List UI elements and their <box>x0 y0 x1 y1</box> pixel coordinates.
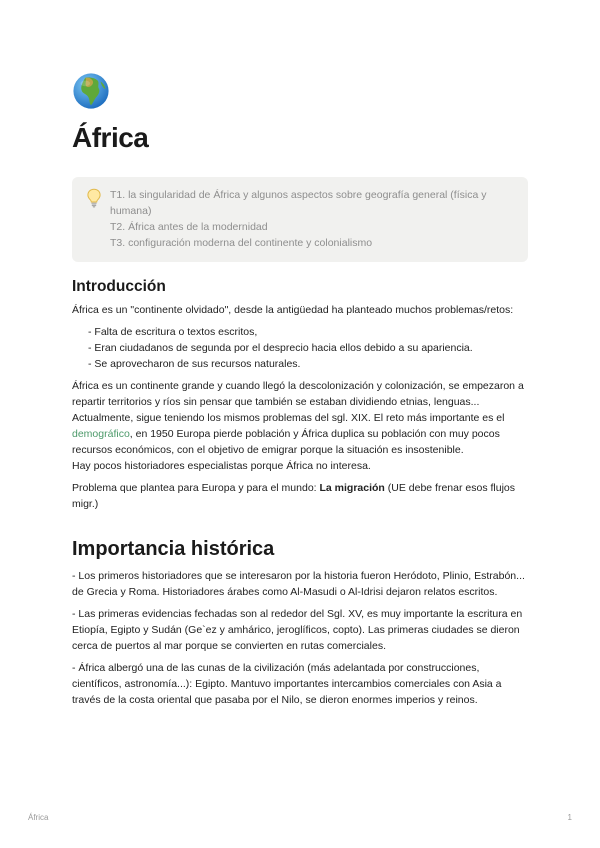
list-item: - Eran ciudadanos de segunda por el desprecio hacia ellos debido a su apariencia. <box>88 340 528 356</box>
footer-page-number: 1 <box>567 813 572 822</box>
intro-p4-text-b: (UE debe frenar esos flujos migr.) <box>72 482 516 510</box>
callout-list <box>110 187 516 251</box>
demografico-link[interactable]: demográfico <box>72 428 130 440</box>
intro-p2-text-a: África es un continente grande y cuando llegó la descolonización y colonización, se empezaron a repartir territorios y ríos sin pensar que también se estaban dividiendo etnias, lenguas... Actualmente, sigue teniendo los mismos problemas del sgl. XIX. El reto más importante es el <box>72 380 524 424</box>
callout-line-t1: T1. la singularidad de África y algunos aspectos sobre geografía general (física y humana) <box>110 189 487 217</box>
page-title: África <box>72 122 149 153</box>
heading-importancia-historica: Importancia histórica <box>72 538 275 560</box>
intro-paragraph-2 <box>72 378 528 458</box>
callout-topics <box>72 177 528 262</box>
intro-problems-list <box>72 324 528 372</box>
lightbulb-icon <box>86 188 102 208</box>
list-item: - Falta de escritura o textos escritos, <box>88 324 528 340</box>
historia-paragraph-3: - África albergó una de las cunas de la civilización (más adelantada por construcciones, científicos, astronomía...): Egipto. Mantuvo importantes intercambios comerciales con Asia a través de la costa oriental que pasaba por el Nilo, se dieron enormes imperios y reinos. <box>72 662 502 706</box>
intro-paragraph-1: África es un "continente olvidado", desde la antigüedad ha planteado muchos problemas/retos: <box>72 304 514 316</box>
intro-p2-text-b: , en 1950 Europa pierde población y África duplica su población con muy pocos recursos económicos, con el objetivo de emigrar porque la situación es insostenible. <box>72 428 500 456</box>
callout-line-t3: T3. configuración moderna del continente y colonialismo <box>110 237 373 249</box>
footer-doc-title: África <box>28 813 49 822</box>
historia-paragraph-2: - Las primeras evidencias fechadas son al rededor del Sgl. XV, es muy importante la escritura en Etiopía, Egipto y Sudán (Ge`ez y amhárico, jeroglíficos, copto). Las primeras ciudades se dieron cerca de puertos al mar porque se convierten en rutas comerciales. <box>72 608 523 652</box>
intro-paragraph-4 <box>72 480 528 512</box>
intro-paragraph-3: Hay pocos historiadores especialistas porque África no interesa. <box>72 460 371 472</box>
page-content <box>72 72 528 714</box>
list-item: - Se aprovecharon de sus recursos naturales. <box>88 356 528 372</box>
globe-africa-icon <box>72 72 110 110</box>
migration-bold: La migración <box>319 482 385 494</box>
heading-introduccion: Introducción <box>72 278 166 295</box>
intro-p4-text-a: Problema que plantea para Europa y para el mundo: <box>72 482 320 494</box>
historia-paragraph-1: - Los primeros historiadores que se interesaron por la historia fueron Heródoto, Plinio, Estrabón... de Grecia y Roma. Historiadores árabes como Al-Masudi o Al-Idrisi dejaron relatos escritos. <box>72 570 525 598</box>
callout-line-t2: T2. África antes de la modernidad <box>110 221 268 233</box>
